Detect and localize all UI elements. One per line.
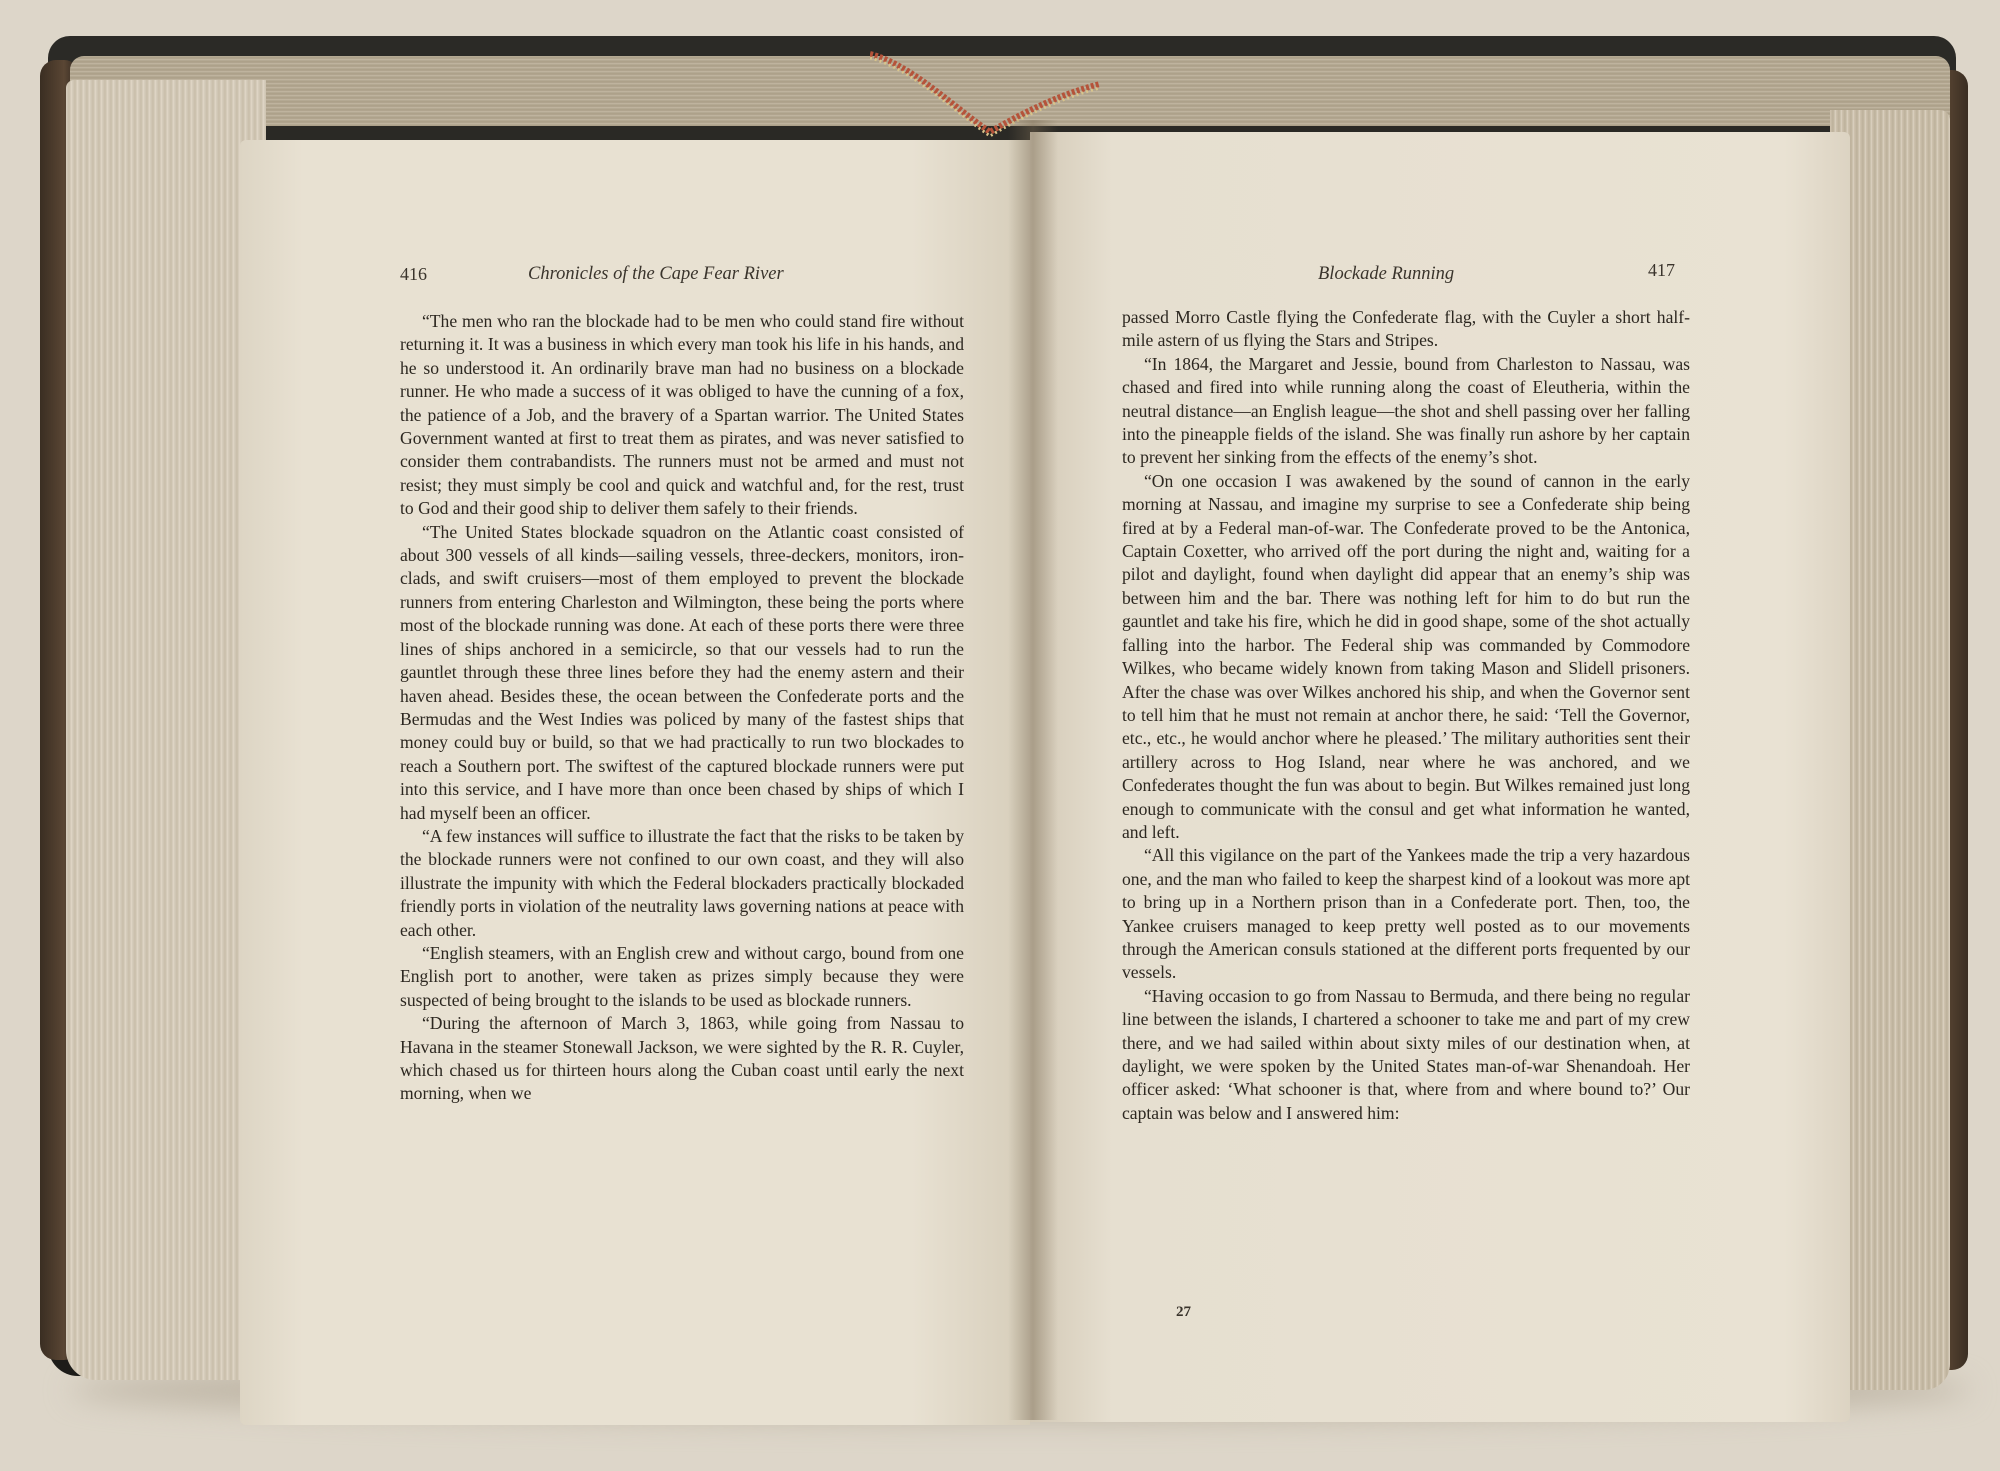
right-running-head: Blockade Running <box>1318 264 1455 284</box>
right-paragraph-2: “In 1864, the Margaret and Jessie, bound from Charleston to Nassau, was chased and fired into while running along the coast of Eleutheria, within the neutral distance—an English league—the shot and shell passing over her falling into the pineapple fields of the island. She was finally run ashore by her captain to prevent her sinking from the effects of the enemy’s shot. <box>1122 353 1690 468</box>
right-paragraph-5: “Having occasion to go from Nassau to Bermuda, and there being no regular line between the islands, I chartered a schooner to take me and part of my crew there, and we had sailed within about sixty miles of our destination when, at daylight, we were spoken by the United States man-of-war Shenandoah. Her officer asked: ‘What schooner is that, where from and where bound to?’ Our captain was below and I answered him: <box>1122 985 1690 1123</box>
right-paragraph-4: “All this vigilance on the part of the Yankees made the trip a very hazardous one, and the man who failed to keep the sharpest kind of a lookout was more apt to bring up in a Northern prison than in a Confederate port. Then, too, the Yankee cruisers managed to keep pretty well posted as to our movements through the American consuls stationed at the different ports frequented by our vessels. <box>1122 845 1690 983</box>
bookmark-ribbon <box>870 44 1100 144</box>
book-gutter <box>1008 120 1058 1420</box>
right-paragraph-3: “On one occasion I was awakened by the sound of cannon in the early morning at Nassau, and imagine my surprise to see a Confederate ship being fired at by a Federal man-of-war. The Confederate proved to be the Antonica, Captain Coxetter, who arrived off the port during the night and, waiting for a pilot and daylight, found when daylight did appear that an enemy’s ship was between him and the bar. There was nothing left for him to do but run the gauntlet and take his fire, which he did in good shape, some of the shot actually falling into the harbor. The Federal ship was commanded by Commodore Wilkes, who became widely known from taking Mason and Slidell prisoners. After the chase was over Wilkes anchored his ship, and when the Governor sent to tell him that he must not remain at anchor there, he said: ‘Tell the Governor, etc., etc., he would anchor where he pleased.’ The military authorities sent their artillery across to Hog Island, near where he was anchored, and we Confederates thought the fun was about to begin. But Wilkes remained just long enough to communicate with the consul and get what information he wanted, and left. <box>1122 470 1690 842</box>
left-running-head: Chronicles of the Cape Fear River <box>528 264 784 284</box>
right-page-text <box>1122 306 1690 1125</box>
left-paragraph-1: “The men who ran the blockade had to be men who could stand fire without returning it. It was a business in which every man took his life in his hands, and he so understood it. An ordinarily brave man had no business on a blockade runner. He who made a success of it was obliged to have the cunning of a fox, the patience of a Job, and the bravery of a Spartan warrior. The United States Government wanted at first to treat them as pirates, and was never satisfied to consider them contrabandists. The runners must not be armed and must not resist; they must simply be cool and quick and watchful and, for the rest, trust to God and their good ship to deliver them safely to their friends. <box>400 311 964 519</box>
right-paragraph-1: passed Morro Castle flying the Confederate flag, with the Cuyler a short half-mile astern of us flying the Stars and Stripes. <box>1122 307 1690 351</box>
left-page-text <box>400 310 964 1106</box>
page-stack-left <box>66 80 266 1380</box>
right-page-number: 417 <box>1648 260 1675 280</box>
left-paragraph-2: “The United States blockade squadron on the Atlantic coast consisted of about 300 vessels of all kinds—sailing vessels, three-deckers, monitors, iron-clads, and swift cruisers—most of them employed to prevent the blockade runners from entering Charleston and Wilmington, these being the ports where most of the blockade running was done. At each of these ports there were three lines of ships anchored in a semicircle, so that our vessels had to run the gauntlet through these three lines before they had the enemy astern and their haven ahead. Besides these, the ocean between the Confederate ports and the Bermudas and the West Indies was policed by many of the fastest ships that money could buy or build, so that we had practically to run two blockades to reach a Southern port. The swiftest of the captured blockade runners were put into this service, and I have more than once been chased by ships of which I had myself been an officer. <box>400 521 964 823</box>
signature-mark: 27 <box>1176 1304 1191 1320</box>
left-paragraph-5: “During the afternoon of March 3, 1863, while going from Nassau to Havana in the steamer Stonewall Jackson, we were sighted by the R. R. Cuyler, which chased us for thirteen hours along the Cuban coast until early the next morning, when we <box>400 1013 964 1104</box>
left-paragraph-4: “English steamers, with an English crew and without cargo, bound from one English port to another, were taken as prizes simply because they were suspected of being brought to the islands to be used as blockade runners. <box>400 942 964 1010</box>
left-page-number: 416 <box>400 264 427 284</box>
left-paragraph-3: “A few instances will suffice to illustrate the fact that the risks to be taken by the blockade runners were not confined to our own coast, and they will also illustrate the impunity with which the Federal blockaders practically blockaded friendly ports in violation of the neutrality laws governing nations at peace with each other. <box>400 825 964 940</box>
